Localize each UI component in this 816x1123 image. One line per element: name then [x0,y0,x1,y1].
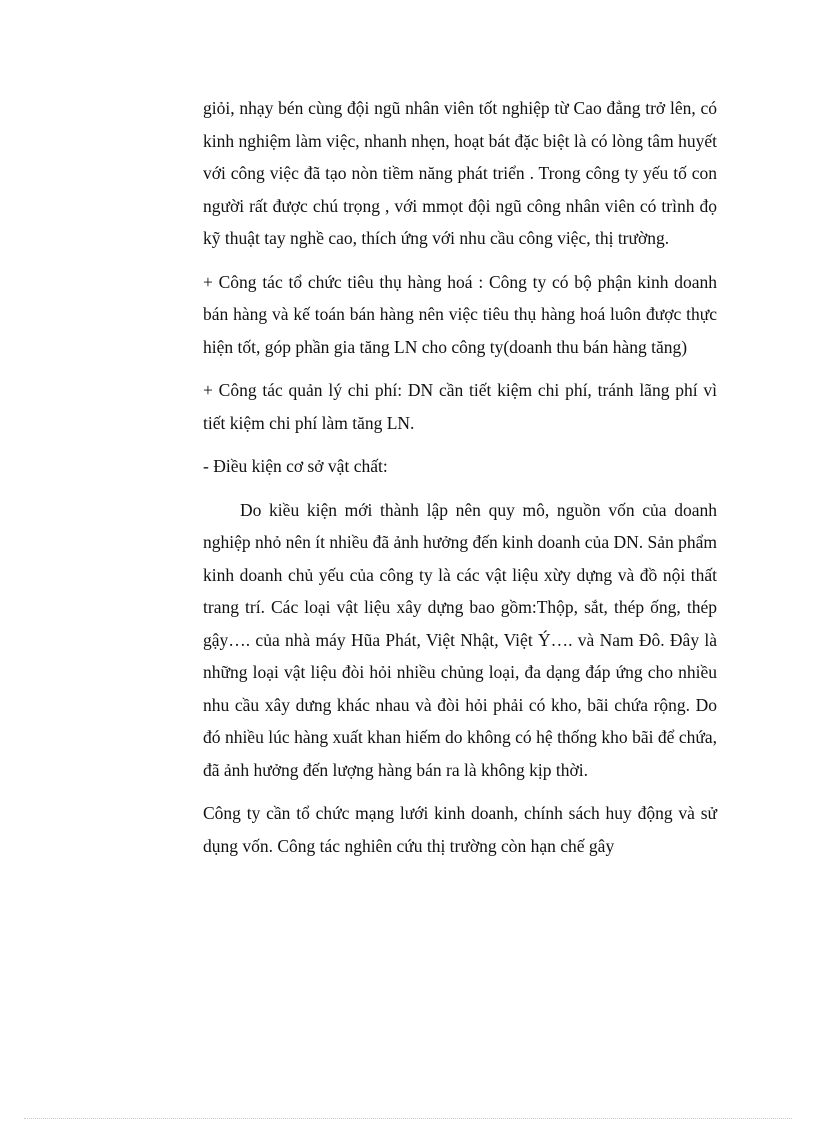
page-bottom-border [24,1118,792,1119]
section-heading-facilities: - Điều kiện cơ sở vật chất: [203,456,388,476]
paragraph-cost-management: + Công tác quản lý chi phí: DN cần tiết kiệm chi phí, tránh lãng phí vì tiết kiệm chi phí làm tăng LN. [203,380,717,433]
paragraph-staff-quality: giỏi, nhạy bén cùng đội ngũ nhân viên tốt nghiệp từ Cao đẳng trở lên, có kinh nghiệm làm việc, nhanh nhẹn, hoạt bát đặc biệt là có lòng tâm huyết với công việc đã tạo nòn tiềm năng phát triển . Trong công ty yếu tố con người rất được chú trọng , với mmọt đội ngũ công nhân viên có trình đọ kỹ thuật tay nghề cao, thích ứng với nhu cầu công việc, thị trường. [203,98,717,248]
paragraph-business-network: Công ty cần tổ chức mạng lưới kinh doanh, chính sách huy động và sử dụng vốn. Công tác nghiên cứu thị trường còn hạn chế gây [203,803,717,856]
paragraph-sales-organization: + Công tác tổ chức tiêu thụ hàng hoá : Công ty có bộ phận kinh doanh bán hàng và kế toán bán hàng nên việc tiêu thụ hàng hoá luôn được thực hiện tốt, góp phần gia tăng LN cho công ty(doanh thu bán hàng tăng) [203,271,717,357]
paragraph-facilities: Do kiều kiện mới thành lập nên quy mô, nguồn vốn của doanh nghiệp nhỏ nên ít nhiều đã ảnh hưởng đến kinh doanh của DN. Sản phẩm kinh doanh chủ yếu của công ty là các vật liệu xừy dựng và đồ nội thất trang trí. Các loại vật liệu xây dựng bao gồm:Thộp, sắt, thép ống, thép gậy…. của nhà máy Hũa Phát, Việt Nhật, Việt Ý…. và Nam Đô. Đây là những loại vật liệu đòi hỏi nhiều chủng loại, đa dạng đáp ứng cho nhiều nhu cầu xây dưng khác nhau và đòi hỏi phải có kho, bãi chứa rộng. Do đó nhiều lúc hàng xuất khan hiếm do không có hệ thống kho bãi để chứa, đã ảnh hưởng đến lượng hàng bán ra là không kịp thời. [203,499,717,780]
document-body [203,92,717,873]
